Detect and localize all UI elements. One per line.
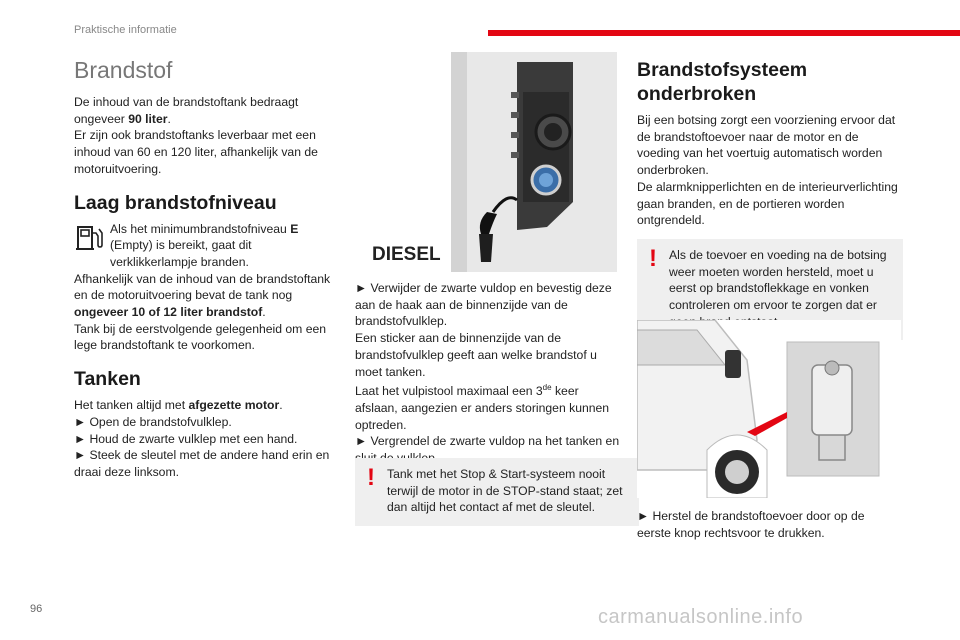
low-fuel-e: E bbox=[290, 221, 299, 236]
refuel-text-end: . bbox=[279, 398, 283, 413]
stop-start-warning-text: Tank met het Stop & Start-systeem nooit terwijl de motor in de STOP-stand staat; zet dan altijd het contact af met de sleutel. bbox=[387, 467, 623, 515]
fuel-intro-end: . bbox=[167, 111, 171, 126]
instruction-nozzle-a: Laat het vulpistool maximaal een 3 bbox=[355, 384, 543, 399]
header-accent-bar bbox=[488, 30, 960, 36]
van-reset-switch-illustration bbox=[637, 320, 901, 498]
section-title-fuel: Brandstof bbox=[74, 57, 173, 83]
low-fuel-reserve: ongeveer 10 of 12 liter brandstof bbox=[74, 305, 263, 320]
low-fuel-note bbox=[74, 221, 332, 355]
instruction-remove-cap: ► Verwijder de zwarte vuldop en bevestig deze aan de haak aan de binnenzijde van de brandstofvulklep. bbox=[355, 281, 612, 329]
warning-icon: ! bbox=[367, 464, 375, 491]
refuel-step-2: ► Houd de zwarte vulklep met een hand. bbox=[74, 431, 298, 446]
fuel-intro-tanks: Er zijn ook brandstoftanks leverbaar met een inhoud van 60 en 120 liter, afhankelijk van de motoruitvoering. bbox=[74, 128, 318, 176]
low-fuel-text-4: . bbox=[262, 305, 266, 320]
diesel-label: DIESEL bbox=[372, 244, 441, 265]
refuel-steps bbox=[74, 397, 332, 481]
fuel-filler-drawing bbox=[367, 52, 617, 272]
fuel-capacity: 90 liter bbox=[128, 111, 168, 126]
instruction-nozzle-b: keer afslaan, aangezien er anders storingen kunnen optreden. bbox=[355, 384, 610, 432]
stop-start-warning bbox=[355, 458, 639, 526]
column-right bbox=[637, 52, 903, 340]
section-title-fuel-cutoff: Brandstofsysteem onderbroken bbox=[637, 59, 808, 105]
section-title-refuel: Tanken bbox=[74, 368, 141, 391]
column-left bbox=[74, 52, 332, 481]
restore-fuel-instruction: ► Herstel de brandstoftoevoer door op de eerste knop rechtsvoor te drukken. bbox=[637, 509, 865, 540]
fuel-cutoff-para-2: De alarmknipperlichten en de interieurverlichting gaan branden, en de portieren worden ontgrendeld. bbox=[637, 179, 898, 228]
watermark: carmanualsonline.info bbox=[598, 606, 804, 628]
refuel-text: Het tanken altijd met bbox=[74, 398, 189, 413]
refuel-step-3: ► Steek de sleutel met de andere hand erin en draai deze linksom. bbox=[74, 448, 330, 479]
low-fuel-text-2: (Empty) is bereikt, gaat dit verklikkerlampje branden. bbox=[110, 238, 252, 269]
fuel-cutoff-warning-text: Als de toevoer en voeding na de botsing weer moeten worden hersteld, moet u eerst op brandstoflekkage en vonken controleren om ervoor te zorgen dat er bbox=[669, 247, 887, 313]
refuel-instructions bbox=[355, 280, 620, 467]
van-drawing bbox=[637, 320, 901, 498]
refuel-engine-off: afgezette motor bbox=[188, 398, 280, 413]
section-title-low-fuel: Laag brandstofniveau bbox=[74, 191, 277, 214]
running-header: Praktische informatie bbox=[74, 24, 177, 36]
refuel-step-1: ► Open de brandstofvulklep. bbox=[74, 414, 232, 429]
fuel-pump-icon bbox=[74, 221, 104, 253]
low-fuel-text-3: Afhankelijk van de inhoud van de brandstoftank en de motoruitvoering bevat de tank nog bbox=[74, 271, 331, 303]
low-fuel-text-5: Tank bij de eerstvolgende gelegenheid om een lege brandstoftank te voorkomen. bbox=[74, 321, 327, 353]
instruction-nozzle bbox=[355, 380, 620, 433]
instruction-sticker: Een sticker aan de binnenzijde van de brandstofvulklep geeft aan welke brandstof u moet tanken. bbox=[355, 331, 597, 379]
page-number: 96 bbox=[30, 603, 43, 615]
low-fuel-text-1: Als het minimumbrandstofniveau bbox=[110, 221, 291, 236]
warning-icon: ! bbox=[649, 244, 657, 272]
fuel-intro-text: De inhoud van de brandstoftank bedraagt ongeveer bbox=[74, 95, 299, 126]
fuel-cutoff-para-1: Bij een botsing zorgt een voorziening ervoor dat de brandstoftoevoer naar de motor en de voeding van het voertuig automatisch worden onderbroken. bbox=[637, 113, 896, 178]
fuel-filler-illustration bbox=[367, 52, 617, 272]
instruction-lock-cap: ► Vergrendel de zwarte vuldop na het tanken en bbox=[355, 434, 620, 449]
instruction-nozzle-sup: de bbox=[542, 383, 552, 393]
fuel-intro bbox=[74, 94, 332, 178]
